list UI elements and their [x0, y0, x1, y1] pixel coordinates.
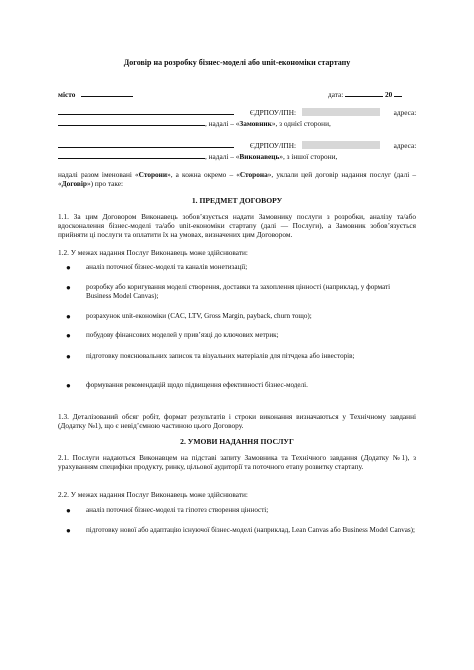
date-label: дата: [328, 90, 344, 99]
list-item: ● аналіз поточної бізнес-моделі та гіпотез створення цінності; [66, 506, 269, 515]
document-title: Договір на розробку бізнес-моделі або unit-економіки стартапу [123, 58, 351, 67]
list-item: ● формування рекомендацій щодо підвищення ефективності бізнес-моделі. [66, 381, 308, 390]
bullet-icon: ● [66, 526, 71, 535]
customer-tail-pre: , надалі – « [205, 119, 240, 128]
clause-1-2: 1.2. У межах надання Послуг Виконавець може здійснювати: [58, 248, 248, 257]
list-item: ● розрахунок unit-економіки (CAC, LTV, Gross Margin, payback, churn тощо); [66, 312, 312, 321]
list-item: ● аналіз поточної бізнес-моделі та каналів монетизації; [66, 263, 248, 272]
date-line [328, 89, 402, 100]
bullet-icon: ● [66, 381, 71, 390]
clause-2-1: 2.1. Послуги надаються Виконавцем на підставі запиту Замовника та Технічного завдання (Додатку №1), з урахуванням специфіки продукту, ринку, цільової аудиторії та поточного етапу розвитку стартапу. [58, 453, 416, 472]
bullet-icon: ● [66, 506, 71, 515]
customer-edrpou-label: ЄДРПОУ/ІПН: [249, 108, 296, 117]
clause-1-3: 1.3. Деталізований обсяг робіт, формат результатів і строки виконання визначаються у Технічному завданні (Додатку №1), що є невід’ємною частиною цього Договору. [58, 412, 416, 431]
contractor-tail-post: », з іншої сторони, [279, 152, 338, 161]
bullet-icon: ● [66, 331, 71, 340]
contractor-role: Виконавець [239, 152, 280, 161]
list-item: ● побудову фінансових моделей у прив’язці до ключових метрик; [66, 331, 279, 340]
bullet-icon: ● [66, 312, 71, 321]
customer-role: Замовник [239, 119, 272, 128]
city-label: місто [58, 90, 76, 99]
city-field[interactable] [81, 89, 133, 97]
customer-name-field[interactable] [58, 107, 234, 115]
customer-address-field[interactable] [58, 118, 205, 126]
year-prefix: 20 [384, 90, 393, 99]
intro-paragraph: надалі разом іменовані «Сторони», а кожна окремо – «Сторона», уклали цей договір надання послуг (далі – «Договір») про таке: [58, 170, 417, 189]
contractor-line-1 [58, 140, 416, 151]
contractor-edrpou-field[interactable] [302, 141, 380, 149]
bullet-icon: ● [66, 263, 71, 272]
section-1-heading: 1. ПРЕДМЕТ ДОГОВОРУ [191, 196, 283, 205]
city-date-line [58, 89, 133, 100]
date-field[interactable] [345, 89, 383, 97]
contractor-edrpou-label: ЄДРПОУ/ІПН: [249, 141, 296, 150]
customer-line-1 [58, 107, 416, 118]
list-item: ● підготовку нової або адаптацію існуючої бізнес-моделі (наприклад, Lean Canvas або Business Model Canvas); [66, 526, 416, 535]
contractor-address-label: адреса: [393, 141, 417, 150]
contractor-name-field[interactable] [58, 140, 234, 148]
customer-line-2 [58, 118, 331, 129]
customer-edrpou-field[interactable] [302, 108, 380, 116]
clause-1-1: 1.1. За цим Договором Виконавець зобов’язується надати Замовнику послуги з розробки, аналізу та/або вдосконалення бізнес-моделі та/або unit-економіки стартапу (далі — Послуги), а Замовник зобов’язується прийняти ці послуги та оплатити їх на умовах, визначених цим Договором. [58, 212, 416, 240]
contractor-address-field[interactable] [58, 151, 205, 159]
contractor-tail-pre: , надалі – « [205, 152, 240, 161]
bullet-icon: ● [66, 283, 71, 292]
section-2-heading: 2. УМОВИ НАДАННЯ ПОСЛУГ [180, 437, 294, 446]
customer-address-label: адреса: [393, 108, 417, 117]
bullet-icon: ● [66, 352, 71, 361]
contractor-line-2 [58, 151, 337, 162]
list-item: ● розробку або коригування моделі створення, доставки та захоплення цінності (наприклад, у форматі Business Model Canvas); [66, 283, 391, 301]
year-field[interactable] [394, 89, 402, 97]
list-item: ● підготовку пояснювальних записок та візуальних матеріалів для пітчдека або інвесторів; [66, 352, 355, 361]
customer-tail-post: », з однієї сторони, [271, 119, 331, 128]
clause-2-2: 2.2. У межах надання Послуг Виконавець може здійснювати: [58, 490, 248, 499]
